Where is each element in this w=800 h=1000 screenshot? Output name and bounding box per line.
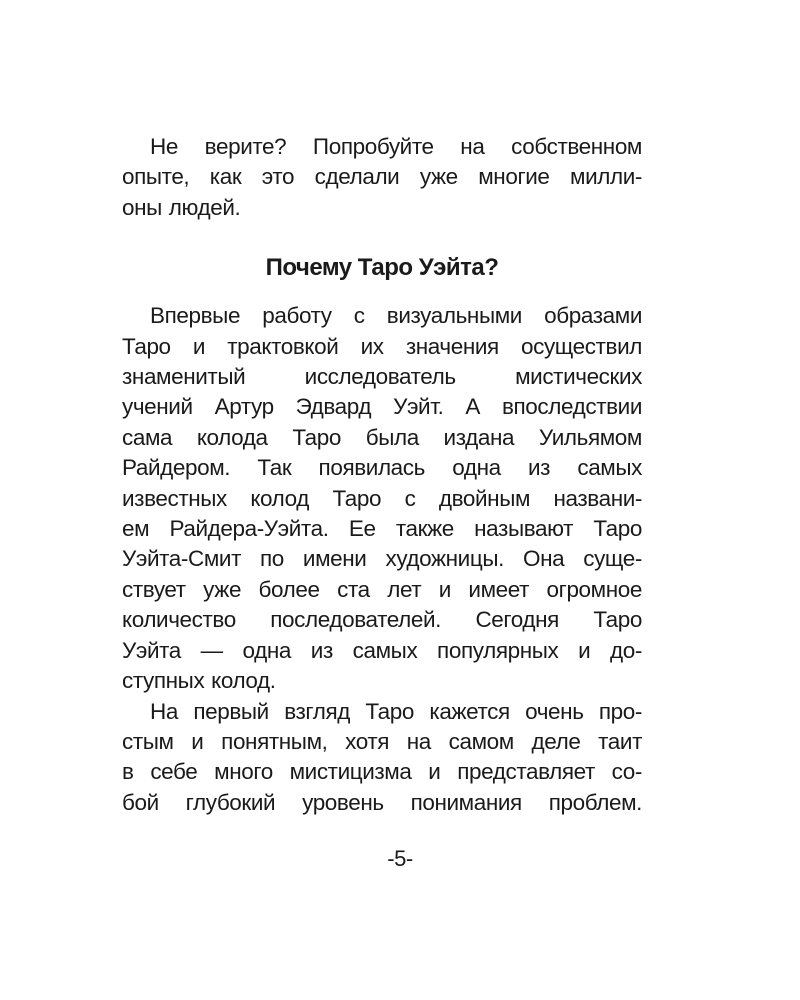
- text-line: учений Артур Эдвард Уэйт. А впоследствии: [122, 394, 642, 420]
- text-line: бой глубокий уровень понимания проблем.: [122, 789, 642, 815]
- paragraph-intro: [122, 132, 642, 223]
- text-line: количество последователей. Сегодня Таро: [122, 607, 642, 633]
- text-line: оны людей.: [122, 194, 241, 220]
- text-line: На первый взгляд Таро кажется очень про-: [150, 698, 642, 724]
- text-line: в себе много мистицизма и представляет со-: [122, 759, 642, 785]
- text-line: Уэйта — одна из самых популярных и до-: [122, 637, 642, 663]
- page-body: [122, 128, 642, 818]
- text-line: Таро и трактовкой их значения осуществил: [122, 333, 642, 359]
- text-line: Не верите? Попробуйте на собственном: [150, 134, 642, 159]
- text-line: Уэйта-Смит по имени художницы. Она суще-: [122, 546, 642, 572]
- text-line: известных колод Таро с двойным названи-: [122, 485, 642, 511]
- text-line: ступных колод.: [122, 668, 276, 694]
- section-heading: Почему Таро Уэйта?: [265, 254, 499, 282]
- text-line: сама колода Таро была издана Уильямом: [122, 424, 642, 450]
- text-line: знаменитый исследователь мистических: [122, 364, 642, 390]
- text-line: ем Райдера-Уэйта. Ее также называют Таро: [122, 516, 642, 542]
- page-number: -5-: [387, 846, 413, 871]
- paragraph-first-impression: [122, 697, 642, 819]
- text-line: Райдером. Так появилась одна из самых: [122, 455, 642, 481]
- text-line: Впервые работу с визуальными образами: [150, 303, 642, 329]
- text-line: стым и понятным, хотя на самом деле таит: [122, 728, 642, 754]
- paragraph-history: [122, 301, 642, 696]
- text-line: ствует уже более ста лет и имеет огромное: [122, 576, 642, 602]
- text-line: опыте, как это сделали уже многие милли-: [122, 164, 642, 190]
